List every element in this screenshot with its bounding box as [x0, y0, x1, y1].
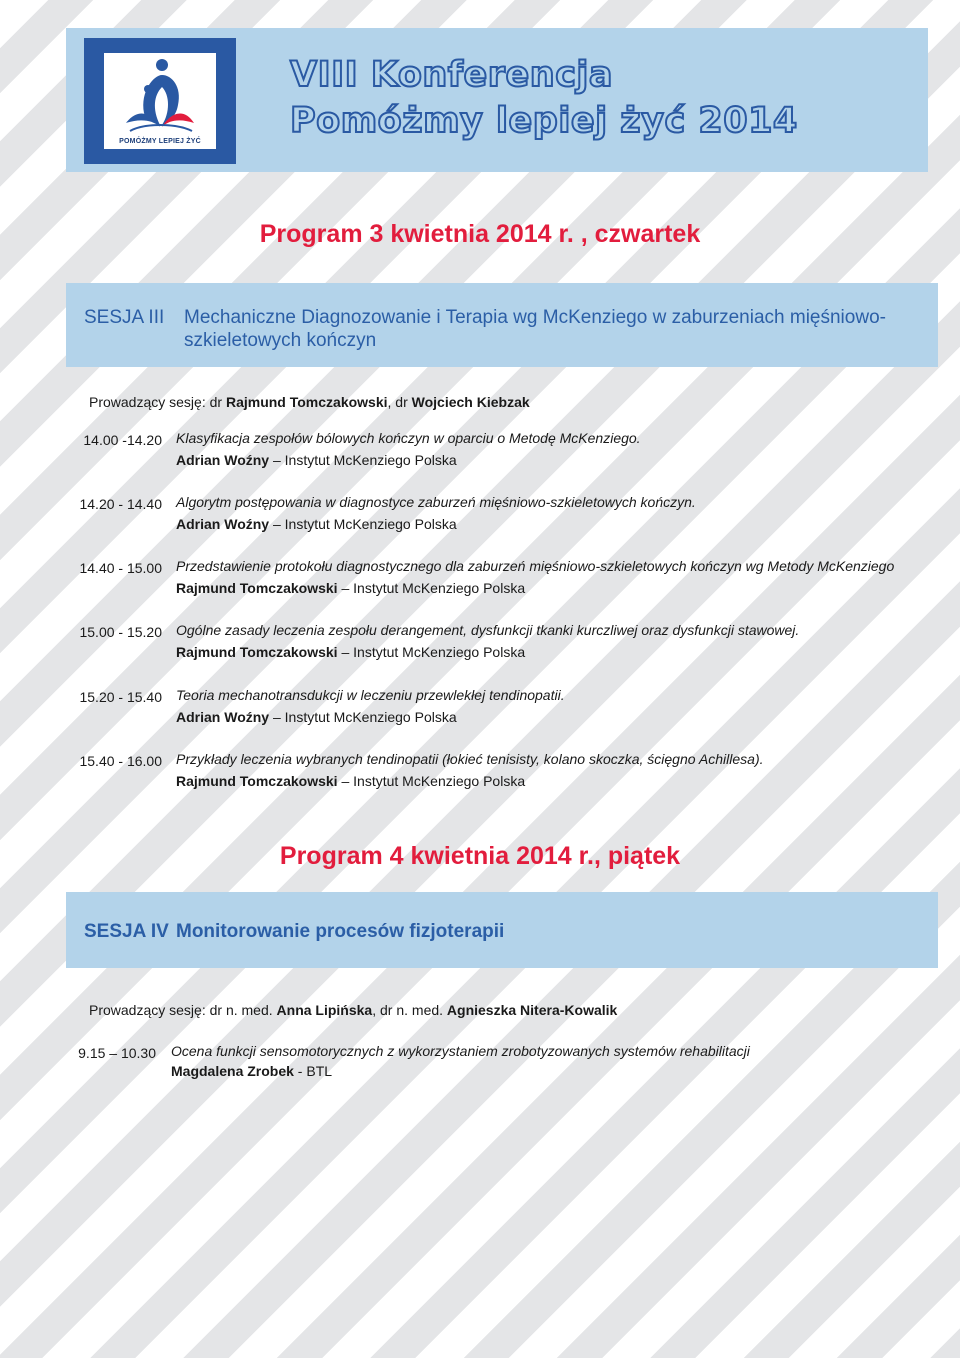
session-iii-banner [66, 283, 938, 367]
speaker-name: Rajmund Tomczakowski [176, 773, 338, 789]
chair-separator: , dr n. med. [372, 1002, 447, 1018]
speaker-dash: – [337, 580, 354, 596]
agenda-speaker [176, 709, 457, 725]
agenda-title: Teoria mechanotransdukcji w leczeniu przewlekłej tendinopatii. [176, 687, 565, 703]
agenda-time: 15.40 - 16.00 [79, 753, 162, 769]
agenda-item [0, 430, 960, 474]
agenda-item [0, 1043, 960, 1087]
logo-caption: POMÓŻMY LEPIEJ ŻYĆ [119, 138, 201, 145]
speaker-dash: – [337, 644, 354, 660]
agenda-title: Przedstawienie protokołu diagnostycznego dla zaburzeń mięśniowo-szkieletowych kończyn wg Metody McKenziego [176, 558, 895, 574]
agenda-time: 14.00 -14.20 [83, 432, 162, 448]
speaker-affiliation: Instytut McKenziego Polska [284, 452, 457, 468]
agenda-speaker [176, 516, 457, 532]
chair-name: Wojciech Kiebzak [411, 394, 530, 410]
agenda-speaker [176, 452, 457, 468]
conference-title-line2: Pomóżmy lepiej żyć 2014 [290, 101, 798, 141]
session-chairs [89, 394, 530, 410]
speaker-affiliation: Instytut McKenziego Polska [284, 516, 457, 532]
agenda-time: 14.40 - 15.00 [79, 560, 162, 576]
agenda-title: Ocena funkcji sensomotorycznych z wykorzystaniem zrobotyzowanych systemów rehabilitacji [171, 1043, 750, 1059]
program-day1-title: Program 3 kwietnia 2014 r. , czwartek [259, 220, 701, 248]
speaker-name: Magdalena Zrobek [171, 1063, 294, 1079]
family-figures-icon [104, 53, 216, 149]
session-label: SESJA III [84, 307, 165, 328]
agenda-title: Algorytm postępowania w diagnostyce zaburzeń mięśniowo-szkieletowych kończyn. [176, 494, 696, 510]
agenda-title: Ogólne zasady leczenia zespołu derangement, dysfunkcji tkanki kurczliwej oraz dysfunkcji stawowej. [176, 622, 800, 638]
speaker-dash: – [337, 773, 354, 789]
conference-title-line1: VIII Konferencja [290, 55, 614, 95]
session-title: Monitorowanie procesów fizjoterapii [176, 921, 505, 942]
chair-prefix: Prowadzący sesję: dr n. med. [89, 1002, 277, 1018]
chair-prefix: Prowadzący sesję: dr [89, 394, 226, 410]
logo-image [104, 53, 216, 149]
conference-title [290, 52, 798, 144]
speaker-affiliation: BTL [306, 1063, 333, 1079]
agenda-title: Klasyfikacja zespołów bólowych kończyn w oparciu o Metodę McKenziego. [176, 430, 641, 446]
agenda-speaker [171, 1063, 332, 1079]
agenda-time: 9.15 – 10.30 [78, 1045, 156, 1061]
speaker-dash: - [293, 1063, 307, 1079]
session-title: Mechaniczne Diagnozowanie i Terapia wg McKenziego w zaburzeniach mięśniowo-szkieletowych kończyn [184, 307, 886, 351]
conference-logo [84, 38, 236, 164]
speaker-dash: – [269, 452, 285, 468]
session-iv-banner [66, 892, 938, 968]
agenda-speaker [176, 580, 525, 596]
speaker-affiliation: Instytut McKenziego Polska [284, 709, 457, 725]
agenda-speaker [176, 773, 525, 789]
speaker-dash: – [269, 709, 285, 725]
speaker-name: Adrian Woźny [176, 516, 270, 532]
agenda-item [0, 558, 960, 602]
speaker-affiliation: Instytut McKenziego Polska [353, 773, 526, 789]
agenda-time: 15.20 - 15.40 [79, 689, 162, 705]
speaker-name: Rajmund Tomczakowski [176, 580, 338, 596]
agenda-item [0, 751, 960, 795]
agenda-item [0, 622, 960, 666]
agenda-title: Przykłady leczenia wybranych tendinopatii (łokieć tenisisty, kolano skoczka, ścięgno Achillesa). [176, 751, 764, 767]
speaker-affiliation: Instytut McKenziego Polska [353, 580, 526, 596]
agenda-speaker [176, 644, 525, 660]
chair-name: Anna Lipińska [276, 1002, 373, 1018]
agenda-time: 15.00 - 15.20 [79, 624, 162, 640]
speaker-dash: – [269, 516, 285, 532]
agenda-item [0, 687, 960, 731]
agenda-item [0, 494, 960, 538]
agenda-time: 14.20 - 14.40 [79, 496, 162, 512]
speaker-name: Adrian Woźny [176, 452, 270, 468]
program-day2-title: Program 4 kwietnia 2014 r., piątek [279, 842, 681, 870]
speaker-name: Adrian Woźny [176, 709, 270, 725]
chair-name: Agnieszka Nitera-Kowalik [446, 1002, 618, 1018]
chair-separator: , dr [387, 394, 412, 410]
speaker-affiliation: Instytut McKenziego Polska [353, 644, 526, 660]
conference-header [66, 28, 928, 172]
session-label: SESJA IV [84, 921, 169, 942]
speaker-name: Rajmund Tomczakowski [176, 644, 338, 660]
session-chairs [89, 1002, 617, 1018]
chair-name: Rajmund Tomczakowski [225, 394, 388, 410]
